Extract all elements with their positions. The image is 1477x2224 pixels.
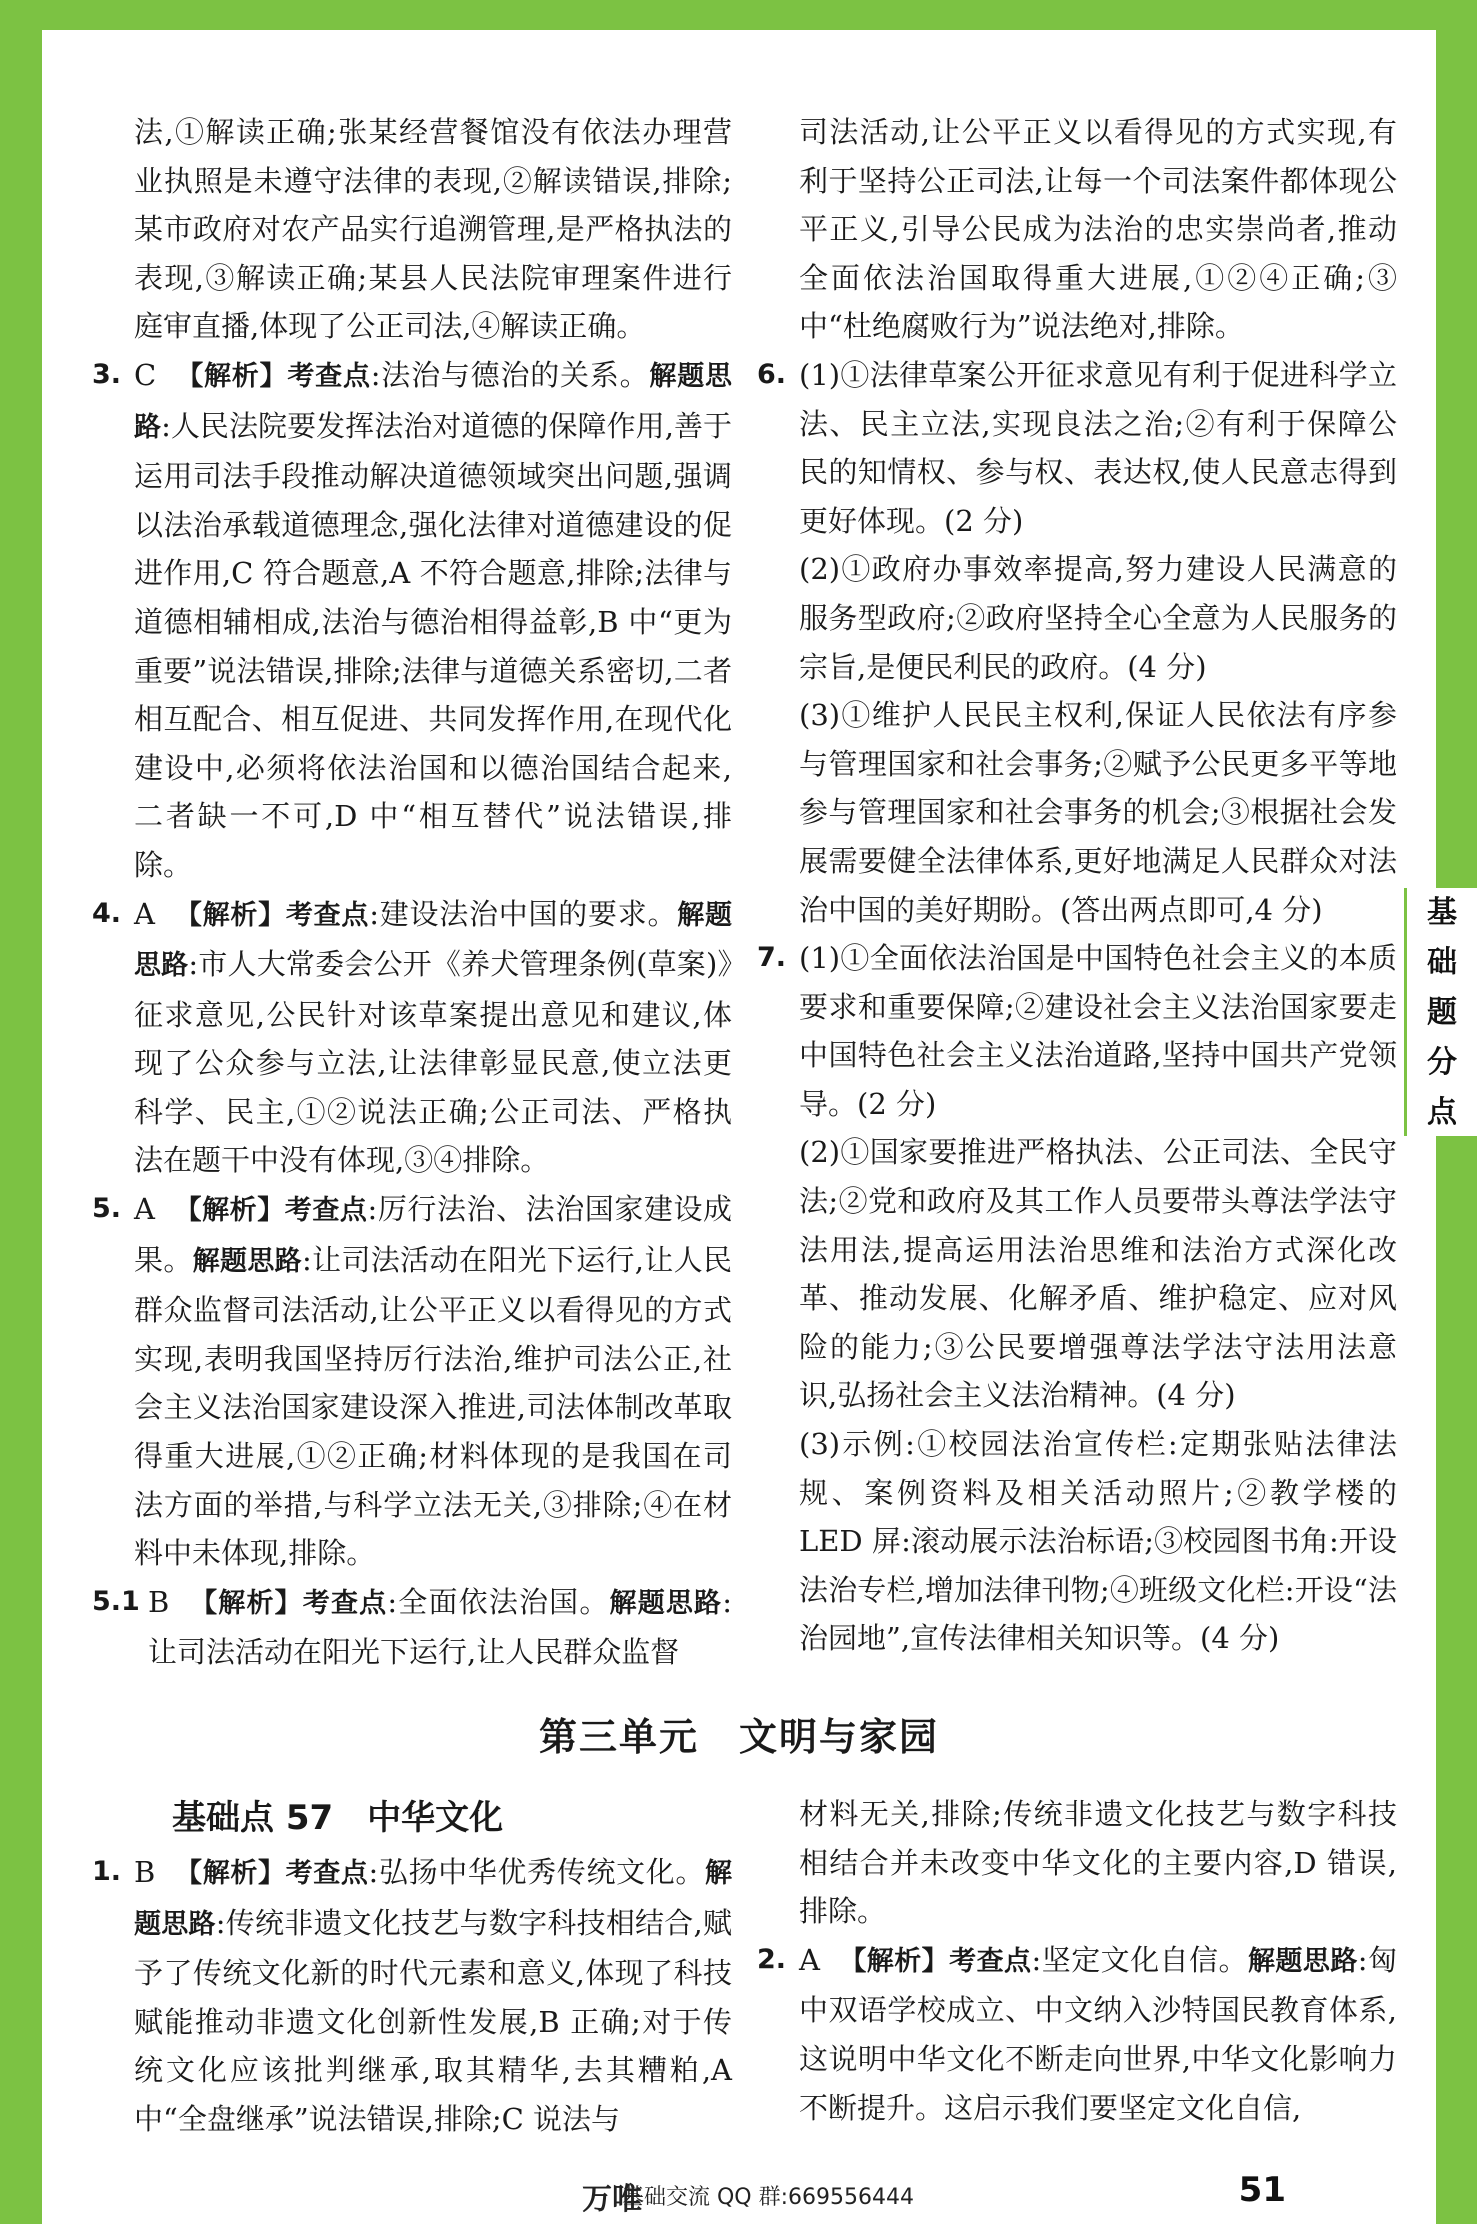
answer-letter: C xyxy=(134,357,157,392)
answer-number: 5.1 xyxy=(92,1585,140,1617)
page-number: 51 xyxy=(1238,2170,1286,2210)
sub-answer-2: (2)①国家要推进严格执法、公正司法、全民守法;②党和政府及其工作人员要带头尊法学法守法用法,提高运用法治思维和法治方式深化改革、推动发展、化解矛盾、维护稳定、应对风险的能力;③公民要增强尊法学法守法用法意识,弘扬社会主义法治精神。(4 分) xyxy=(799,1135,1397,1413)
side-tab-char: 点 xyxy=(1427,1095,1457,1130)
answer-3 xyxy=(92,351,732,890)
answer-letter: A xyxy=(799,1942,820,1977)
label-analysis: 【解析】考查点 xyxy=(174,1195,368,1227)
sub-answer-3: (3)示例:①校园法治宣传栏:定期张贴法律法规、案例资料及相关活动照片;②教学楼的 LED 屏:滚动展示法治标语;③校园图书角:开设法治专栏,增加法律刊物;④班级文化栏:开设“法治园地”,宣传法律相关知识等。(4 分) xyxy=(799,1427,1397,1656)
label-analysis: 【解析】考查点 xyxy=(839,1945,1032,1977)
label-analysis: 【解析】考查点 xyxy=(176,360,371,392)
side-tab-char: 础 xyxy=(1427,945,1457,980)
label-approach: 解题思路 xyxy=(134,1858,733,1940)
topic-text: :厉行法治、法治国家建设成果。 xyxy=(134,1192,733,1277)
answer-5 xyxy=(92,1185,732,1578)
answer-letter: B xyxy=(134,1855,156,1889)
right-column xyxy=(757,108,1397,1663)
sub-answer-1: (1)①全面依法治国是中国特色社会主义的本质要求和重要保障;②建设社会主义法治国家要走中国特色社会主义法治道路,坚持中国共产党领导。(2 分) xyxy=(799,941,1397,1121)
answer-letter: B xyxy=(148,1584,170,1619)
answer-number: 4. xyxy=(92,897,122,929)
explanation-text: :让司法活动在阳光下运行,让人民群众监督 xyxy=(148,1584,733,1670)
answer-number: 5. xyxy=(92,1193,122,1225)
explanation-text: :匈中双语学校成立、中文纳入沙特国民教育体系,这说明中华文化不断走向世界,中华文化影响力不断提升。这启示我们要坚定文化自信, xyxy=(799,1942,1398,2125)
label-approach: 解题思路 xyxy=(1247,1945,1358,1977)
side-tab xyxy=(1404,888,1477,1136)
answer-5-1 xyxy=(92,1578,732,1677)
sub-answer-1: (1)①法律草案公开征求意见有利于促进科学立法、民主立法,实现良法之治;②有利于保障公民的知情权、参与权、表达权,使人民意志得到更好体现。(2 分) xyxy=(799,357,1397,538)
label-approach: 解题思路 xyxy=(134,360,733,443)
topic-text: :建设法治中国的要求。 xyxy=(369,896,678,931)
answer-number: 2. xyxy=(757,1943,787,1975)
side-tab-char: 基 xyxy=(1427,895,1457,930)
answer-number: 3. xyxy=(92,358,122,390)
answer-4 xyxy=(92,890,732,1186)
answer-number: 1. xyxy=(92,1856,122,1887)
answer-number: 7. xyxy=(757,942,787,974)
explanation-text: :人民法院要发挥法治对道德的保障作用,善于运用司法手段推动解决道德领域突出问题,强调以法治承载道德理念,强化法律对道德建设的促进作用,C 符合题意,A 不符合题意,排除;法律与道德相辅相成,法治与德治相得益彰,B 中“更为重要”说法错误,排除;法律与道德关系密切,二者相互配合、相互促进、共同发挥作用,在现代化建设中,必须将依法治国和以德治国结合起来,二者缺一不可,D 中“相互替代”说法错误,排除。 xyxy=(134,408,733,882)
label-approach: 解题思路 xyxy=(192,1245,303,1277)
answer-7 xyxy=(757,934,1397,1663)
label-approach: 解题思路 xyxy=(134,899,733,982)
answer-6 xyxy=(757,351,1397,934)
side-tab-char: 题 xyxy=(1427,995,1457,1030)
page-footer xyxy=(42,2166,1436,2224)
answer-1 xyxy=(92,1848,732,2144)
label-approach: 解题思路 xyxy=(609,1587,723,1619)
bottom-right-column xyxy=(757,1790,1397,2132)
explanation-text: :让司法活动在阳光下运行,让人民群众监督司法活动,让公平正义以看得见的方式实现,表明我国坚持厉行法治,维护司法公正,社会主义法治国家建设深入推进,司法体制改革取得重大进展,①②正确;材料体现的是我国在司法方面的举措,与科学立法无关,③排除;④在材料中未体现,排除。 xyxy=(134,1242,732,1571)
answer-letter: A xyxy=(134,1192,155,1227)
topic-text: :弘扬中华优秀传统文化。 xyxy=(368,1855,706,1889)
side-tab-char: 分 xyxy=(1427,1045,1457,1080)
explanation-text: :传统非遗文化技艺与数字科技相结合,赋予了传统文化新的时代元素和意义,体现了科技赋能推动非遗文化创新性发展,B 正确;对于传统文化应该批判继承,取其精华,去其糟粕,A 中“全盘继承”说法错误,排除;C 说法与 xyxy=(134,1905,732,2136)
answer-number: 6. xyxy=(757,358,787,390)
brand-logo: 万唯 xyxy=(582,2182,642,2217)
continued-text: 法,①解读正确;张某经营餐馆没有依法办理营业执照是未遵守法律的表现,②解读错误,排除;某市政府对农产品实行追溯管理,是严格执法的表现,③解读正确;某县人民法院审理案件进行庭审直播,体现了公正司法,④解读正确。 xyxy=(134,115,732,344)
answer-2 xyxy=(757,1936,1397,2132)
topic-text: :法治与德治的关系。 xyxy=(370,357,650,392)
left-column xyxy=(92,108,732,1677)
topic-text: :坚定文化自信。 xyxy=(1031,1942,1248,1977)
continued-text: 司法活动,让公平正义以看得见的方式实现,有利于坚持公正司法,让每一个司法案件都体现公平正义,引导公民成为法治的忠实崇尚者,推动全面依法治国取得重大进展,①②④正确;③中“杜绝腐败行为”说法绝对,排除。 xyxy=(799,115,1397,344)
qq-group-text: 基础交流 QQ 群:669556444 xyxy=(622,2185,915,2210)
page xyxy=(42,30,1436,2224)
explanation-text: :市人大常委会公开《养犬管理条例(草案)》征求意见,公民针对该草案提出意见和建议,体现了公众参与立法,让法律彰显民意,使立法更科学、民主,①②说法正确;公正司法、严格执法在题干中没有体现,③④排除。 xyxy=(134,947,732,1178)
topic-text: :全面依法治国。 xyxy=(387,1584,610,1619)
label-analysis: 【解析】考查点 xyxy=(175,1858,369,1889)
unit-title: 第三单元 文明与家园 xyxy=(538,1715,939,1759)
answer-letter: A xyxy=(134,896,155,931)
sub-answer-2: (2)①政府办事效率提高,努力建设人民满意的服务型政府;②政府坚持全心全意为人民服务的宗旨,是便民利民的政府。(4 分) xyxy=(799,552,1397,684)
section-title: 基础点 57 中华文化 xyxy=(172,1798,504,1838)
label-analysis: 【解析】考查点 xyxy=(190,1587,388,1619)
label-analysis: 【解析】考查点 xyxy=(174,899,370,931)
sub-answer-3: (3)①维护人民民主权利,保证人民依法有序参与管理国家和社会事务;②赋予公民更多平等地参与管理国家和社会事务的机会;③根据社会发展需要健全法律体系,更好地满足人民群众对法治中国的美好期盼。(答出两点即可,4 分) xyxy=(799,698,1397,927)
bottom-left-column xyxy=(92,1848,732,2144)
continued-text: 材料无关,排除;传统非遗文化技艺与数字科技相结合并未改变中华文化的主要内容,D 错误,排除。 xyxy=(799,1797,1397,1929)
